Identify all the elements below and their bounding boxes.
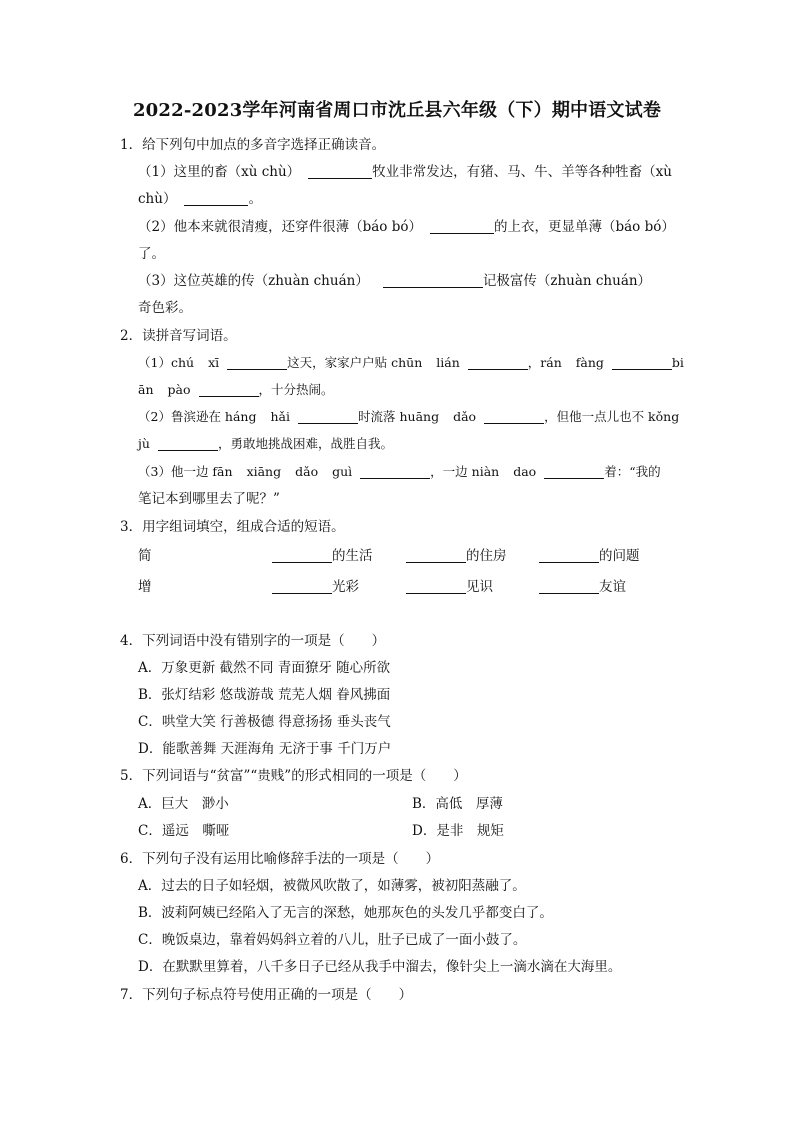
q2-line-5	[138, 463, 661, 481]
q3-text: 的生活	[332, 548, 373, 564]
q3-text: 的问题	[599, 548, 640, 564]
q4-option: C．哄堂大笑 行善极德 得意扬扬 垂头丧气	[138, 714, 391, 730]
q3-char: 简	[138, 548, 152, 564]
q2-line-3	[138, 408, 679, 426]
q1-line-1	[138, 163, 672, 181]
q1-text: 牧业非常发达，有猪、马、牛、羊等各种牲畜（xù	[372, 164, 672, 180]
q3-blank-item	[406, 547, 507, 565]
answer-blank[interactable]	[406, 579, 466, 594]
pinyin: dao	[513, 464, 537, 479]
q2-line-6: 笔记本到哪里去了呢？”	[138, 491, 280, 507]
q3-stem: 3．用字组词填空，组成合适的短语。	[120, 519, 345, 535]
q3-text: 见识	[466, 579, 493, 595]
pinyin: guì	[332, 464, 353, 479]
q1-line-2	[138, 190, 262, 208]
answer-blank[interactable]	[406, 548, 466, 563]
answer-blank[interactable]	[308, 164, 372, 179]
q1-stem: 1．给下列句中加点的多音字选择正确读音。	[120, 137, 386, 153]
q2-text: 这天，家家户户贴 chūn	[287, 355, 423, 370]
q6-option: D．在默默里算着，八千多日子已经从我手中溜去，像针尖上一滴水滴在大海里。	[138, 959, 622, 975]
q2-line-4	[138, 435, 393, 453]
q5-option-c: C．遥远 嘶哑	[138, 823, 230, 839]
q3-text: 的住房	[466, 548, 507, 564]
q4-stem: 4．下列词语中没有错别字的一项是（ ）	[120, 633, 386, 649]
answer-blank[interactable]	[227, 355, 287, 370]
answer-blank[interactable]	[184, 191, 248, 206]
q3-blank-item	[406, 578, 493, 596]
q7-stem: 7．下列句子标点符号使用正确的一项是（ ）	[120, 987, 413, 1003]
q2-text: （3）他一边 fān	[138, 464, 233, 479]
answer-blank[interactable]	[612, 355, 672, 370]
pinyin: jù	[138, 436, 150, 451]
pinyin: xī	[208, 355, 220, 370]
q2-stem: 2．读拼音写词语。	[120, 328, 237, 344]
q2-text: ，一边 niàn	[430, 464, 500, 479]
pinyin: dǎo	[295, 464, 319, 479]
q2-text: 着：“我的	[604, 464, 661, 479]
q5-option-d: D．是非 规矩	[412, 823, 504, 839]
q1-text: （2）他本来就很清瘦，还穿件很薄（báo bó）	[138, 219, 422, 235]
answer-blank[interactable]	[360, 464, 430, 479]
pinyin: hǎi	[270, 409, 290, 424]
q3-blank-item	[272, 547, 373, 565]
q1-text: chù）	[138, 191, 177, 207]
q2-text: ，但他一点儿也不 kǒng	[544, 409, 680, 424]
pinyin: fàng	[575, 355, 604, 370]
q3-char: 增	[138, 579, 152, 595]
exam-title: 2022-2023学年河南省周口市沈丘县六年级（下）期中语文试卷	[132, 100, 662, 121]
q1-line-6: 奇色彩。	[138, 300, 192, 316]
q1-text: （3）这位英雄的传（zhuàn chuán）	[138, 273, 369, 289]
answer-blank[interactable]	[298, 409, 358, 424]
q3-blank-item	[272, 578, 359, 596]
q5-option-a: A．巨大 渺小	[138, 796, 229, 812]
q3-blank-item	[539, 547, 640, 565]
q1-text: 记极富传（zhuàn chuán）	[482, 273, 652, 289]
q1-text: 。	[248, 191, 262, 207]
q1-text: （1）这里的畜（xù chù）	[138, 164, 301, 180]
pinyin: xiāng	[246, 464, 282, 479]
q3-text: 友谊	[599, 579, 626, 595]
answer-blank[interactable]	[539, 548, 599, 563]
answer-blank[interactable]	[158, 436, 218, 451]
q2-text: ，勇敢地挑战困难，战胜自我。	[217, 436, 393, 451]
q3-text: 光彩	[332, 579, 359, 595]
q2-line-2	[138, 381, 334, 399]
q3-blank-item	[539, 578, 626, 596]
pinyin: ，rán	[527, 355, 562, 370]
q4-option: A．万象更新 截然不同 青面獠牙 随心所欲	[138, 660, 391, 676]
q2-text: ，十分热闹。	[258, 382, 334, 397]
answer-blank[interactable]	[539, 579, 599, 594]
q5-stem: 5．下列词语与“贫富”“贵贱”的形式相同的一项是（ ）	[120, 768, 467, 784]
answer-blank[interactable]	[430, 219, 494, 234]
q6-option: B．波莉阿姨已经陷入了无言的深愁，她那灰色的头发几乎都变白了。	[138, 905, 553, 921]
pinyin: lián	[436, 355, 460, 370]
pinyin: bi	[671, 355, 684, 370]
pinyin: ān	[138, 382, 154, 397]
q2-text: （2）鲁滨逊在 háng	[138, 409, 257, 424]
pinyin: dǎo	[453, 409, 477, 424]
q2-text: 时流落 huāng	[358, 409, 440, 424]
answer-blank[interactable]	[272, 548, 332, 563]
answer-blank[interactable]	[272, 579, 332, 594]
answer-blank[interactable]	[468, 355, 528, 370]
answer-blank[interactable]	[484, 409, 544, 424]
q4-option: D．能歌善舞 天涯海角 无济于事 千门万户	[138, 741, 392, 757]
pinyin: pào	[167, 382, 191, 397]
answer-blank[interactable]	[199, 382, 259, 397]
q1-text: 的上衣，更显单薄（báo bó）	[493, 219, 675, 235]
q6-stem: 6．下列句子没有运用比喻修辞手法的一项是（ ）	[120, 851, 440, 867]
answer-blank[interactable]	[544, 464, 604, 479]
q6-option: A．过去的日子如轻烟，被微风吹散了，如薄雾，被初阳蒸融了。	[138, 878, 526, 894]
q2-line-1	[138, 354, 684, 372]
answer-blank[interactable]	[383, 273, 483, 288]
q4-option: B．张灯结彩 悠哉游哉 荒芜人烟 眷风拂面	[138, 687, 391, 703]
q5-option-b: B．高低 厚薄	[412, 796, 503, 812]
q1-line-4: 了。	[138, 246, 165, 262]
q6-option: C．晚饭桌边，靠着妈妈斜立着的八儿，肚子已成了一面小鼓了。	[138, 932, 527, 948]
q1-line-5	[138, 272, 651, 290]
pinyin: （1）chú	[138, 355, 195, 370]
q1-line-3	[138, 218, 675, 236]
